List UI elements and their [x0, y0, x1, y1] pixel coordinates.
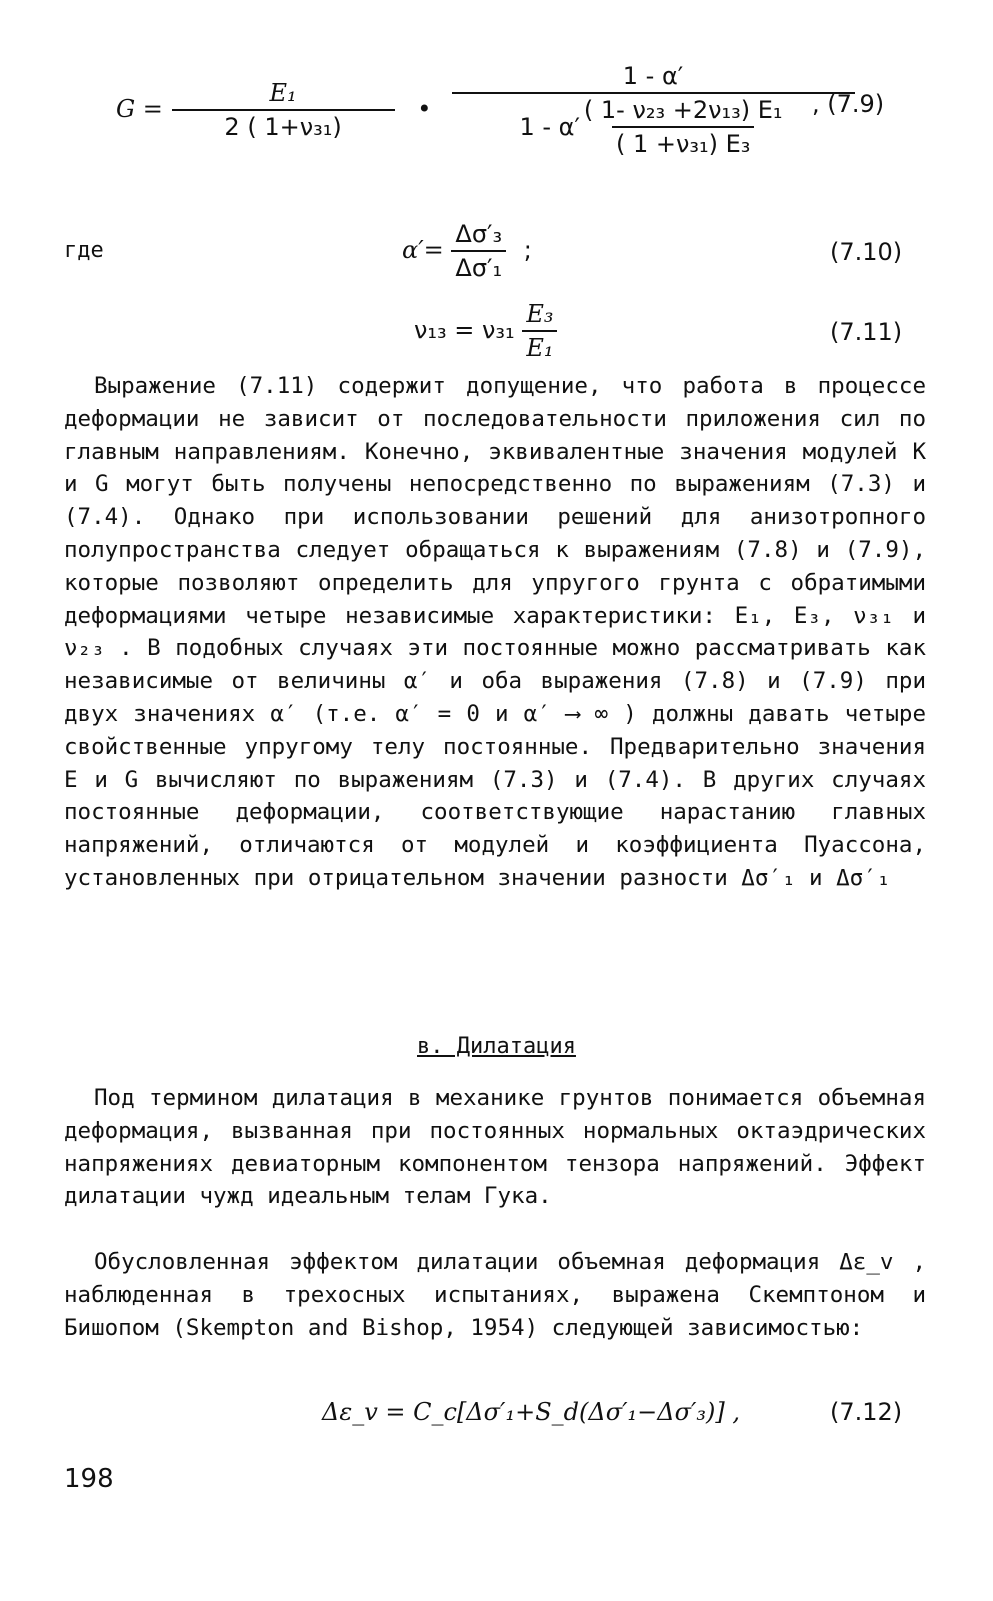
eq-7-11-fraction [522, 300, 557, 362]
paragraph-3 [64, 1246, 926, 1344]
paragraph-1-text: Выражение (7.11) содержит допущение, что работа в процессе деформации не зависит от последовательности приложения сил по главным направлениям. Конечно, эквивалентные значения модулей K и G могут быть получены непосредственно по выражениям (7.3) и (7.4). Однако при использовании решений для анизотропного полупространства следует обращаться к выражениям (7.8) и (7.9), которые позволяют определить для упругого грунта с обратимыми деформациями четыре независимые характеристики: E₁, E₃, ν₃₁ и ν₂₃ . В подобных случаях эти постоянные можно рассматривать как независимые от величины α′ и оба выражения (7.8) и (7.9) при двух значениях α′ (т.е. α′ = 0 и α′ ⟶ ∞ ) должны давать четыре свойственные упругому телу постоянные. Предварительно значения E и G вычисляют по выражениям (7.3) и (7.4). В других случаях постоянные деформации, соответствующие нарастанию главных напряжений, отличаются от модулей и коэффициента Пуассона, установленных при отрицательном значении разности Δσ′₁ и Δσ′₁ [64, 373, 926, 891]
eq-7-9-inner-numerator: ( 1- ν₂₃ +2ν₁₃) E₁ [583, 96, 783, 124]
eq-7-9-inner-denominator: ( 1 +ν₃₁) E₃ [612, 126, 754, 158]
eq-7-9-lhs: G = [116, 95, 163, 123]
eq-7-10-lead: где [64, 238, 104, 263]
eq-7-9-f2-denominator [452, 92, 855, 158]
paragraph-1 [64, 370, 926, 895]
eq-7-11-numerator: E₃ [526, 300, 554, 328]
paragraph-2-text: Под термином дилатация в механике грунтов понимается объемная деформация, вызванная при постоянных нормальных октаэдрических напряжениях девиаторным компонентом тензора напряжений. Эффект дилатации чужд идеальным телам Гука. [64, 1085, 926, 1210]
eq-7-11-number: (7.11) [830, 318, 903, 346]
section-heading-text: в. Дилатация [417, 1034, 576, 1059]
eq-7-10-denominator: Δσ′₁ [451, 250, 506, 282]
eq-7-9-fraction-1 [171, 79, 396, 141]
eq-7-10-tail: ; [523, 236, 532, 264]
page-number: 198 [64, 1464, 114, 1494]
eq-7-10-lhs: α′= [402, 236, 444, 264]
eq-7-10-number: (7.10) [830, 238, 903, 266]
eq-7-11-denominator: E₁ [522, 330, 557, 362]
equation-7-10 [402, 220, 532, 282]
paragraph-3-text: Обусловленная эффектом дилатации объемная деформация Δε_v , наблюденная в трехосных испытаниях, выражена Скемптоном и Бишопом (Skempton and Bishop, 1954) следующей зависимостью: [64, 1249, 926, 1341]
eq-7-9-f1-numerator: E₁ [269, 79, 297, 107]
eq-7-12-number: (7.12) [830, 1398, 903, 1426]
eq-7-10-numerator: Δσ′₃ [455, 220, 503, 248]
eq-7-12-body: Δε_v = C_c[Δσ′₁+S_d(Δσ′₁−Δσ′₃)] , [322, 1398, 741, 1426]
equation-7-9 [116, 62, 853, 158]
eq-7-9-f1-denominator: 2 ( 1+ν₃₁) [172, 109, 395, 141]
eq-7-9-f2-den-lead: 1 - α′ [519, 113, 580, 141]
equation-7-12 [322, 1398, 740, 1426]
eq-7-9-inner-fraction [580, 96, 787, 158]
paragraph-2 [64, 1082, 926, 1213]
eq-7-9-dot: • [417, 95, 432, 123]
section-heading [0, 1034, 993, 1059]
eq-7-9-f2-numerator: 1 - α′ [622, 62, 684, 90]
equation-7-11 [414, 300, 557, 362]
eq-7-10-fraction [451, 220, 506, 282]
eq-7-9-number: , (7.9) [812, 90, 885, 118]
eq-7-9-fraction-2 [453, 62, 853, 158]
eq-7-11-lhs: ν₁₃ = ν₃₁ [414, 316, 515, 344]
